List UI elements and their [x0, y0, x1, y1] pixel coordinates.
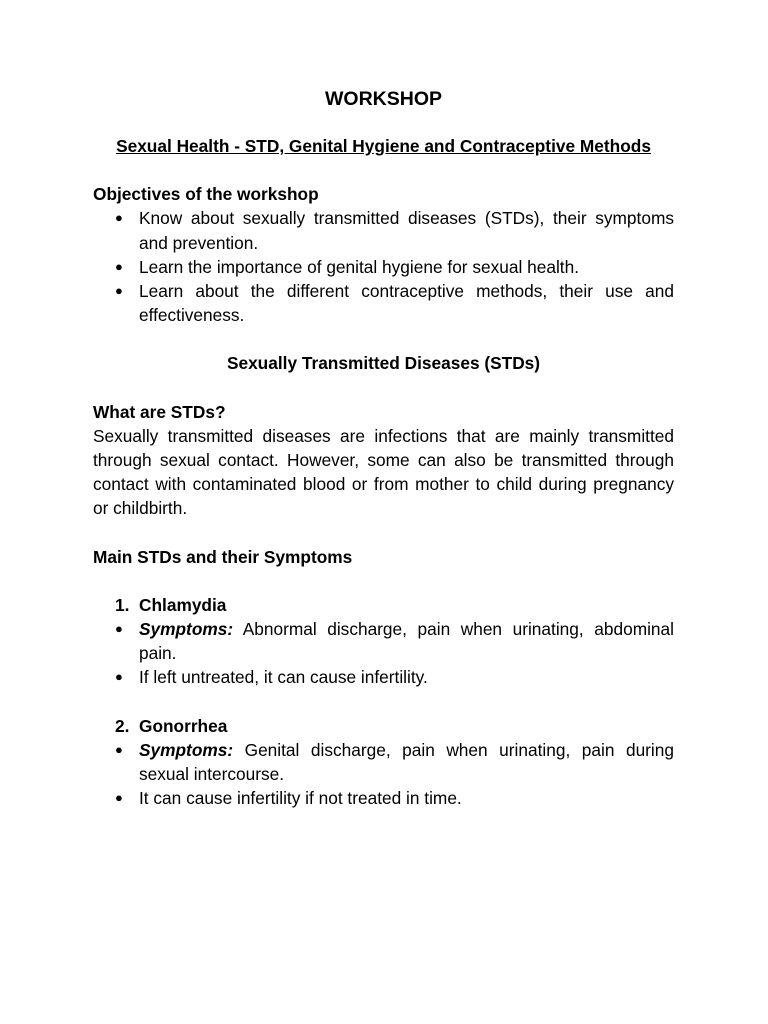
symptoms-label: Symptoms:	[139, 739, 234, 760]
disease-number: 2.	[115, 715, 130, 736]
symptoms-text: Genital discharge, pain when urinating, pain during sexual intercourse.	[139, 739, 674, 785]
disease-details-gonorrhea	[93, 738, 674, 811]
disease-name: Gonorrhea	[139, 715, 228, 736]
list-item: ● It can cause infertility if not treated in time.	[139, 786, 674, 810]
symptoms-text: Abnormal discharge, pain when urinating, abdominal pain.	[139, 619, 674, 664]
disease-name: Chlamydia	[139, 594, 227, 615]
symptoms-label: Symptoms:	[139, 619, 234, 640]
disease-heading-chlamydia	[93, 593, 674, 617]
list-item: ● Know about sexually transmitted diseases (STDs), their symptoms and prevention.	[139, 206, 674, 254]
std-section-heading: Sexually Transmitted Diseases (STDs)	[226, 353, 541, 374]
document-title: WORKSHOP	[325, 88, 442, 110]
disease-heading-gonorrhea	[93, 714, 674, 738]
list-item: ● Learn the importance of genital hygiene for sexual health.	[139, 255, 674, 279]
list-item: ● Learn about the different contraceptive methods, their use and effectiveness.	[139, 279, 674, 327]
disease-number: 1.	[115, 594, 130, 615]
objectives-heading: Objectives of the workshop	[93, 184, 319, 205]
main-stds-heading: Main STDs and their Symptoms	[93, 546, 353, 567]
objectives-list	[93, 206, 674, 327]
what-are-stds-heading: What are STDs?	[93, 401, 226, 422]
list-item	[139, 738, 674, 786]
list-item	[139, 617, 674, 665]
document-subtitle: Sexual Health - STD, Genital Hygiene and Contraceptive Methods	[116, 136, 651, 156]
disease-details-chlamydia	[93, 617, 674, 690]
what-are-stds-paragraph: Sexually transmitted diseases are infections that are mainly transmitted through sexual contact. However, some can also be transmitted through contact with contaminated blood or from mother to child during pregnancy or childbirth.	[93, 425, 674, 519]
spacer	[93, 569, 674, 593]
list-item: ● If left untreated, it can cause infertility.	[139, 665, 674, 689]
